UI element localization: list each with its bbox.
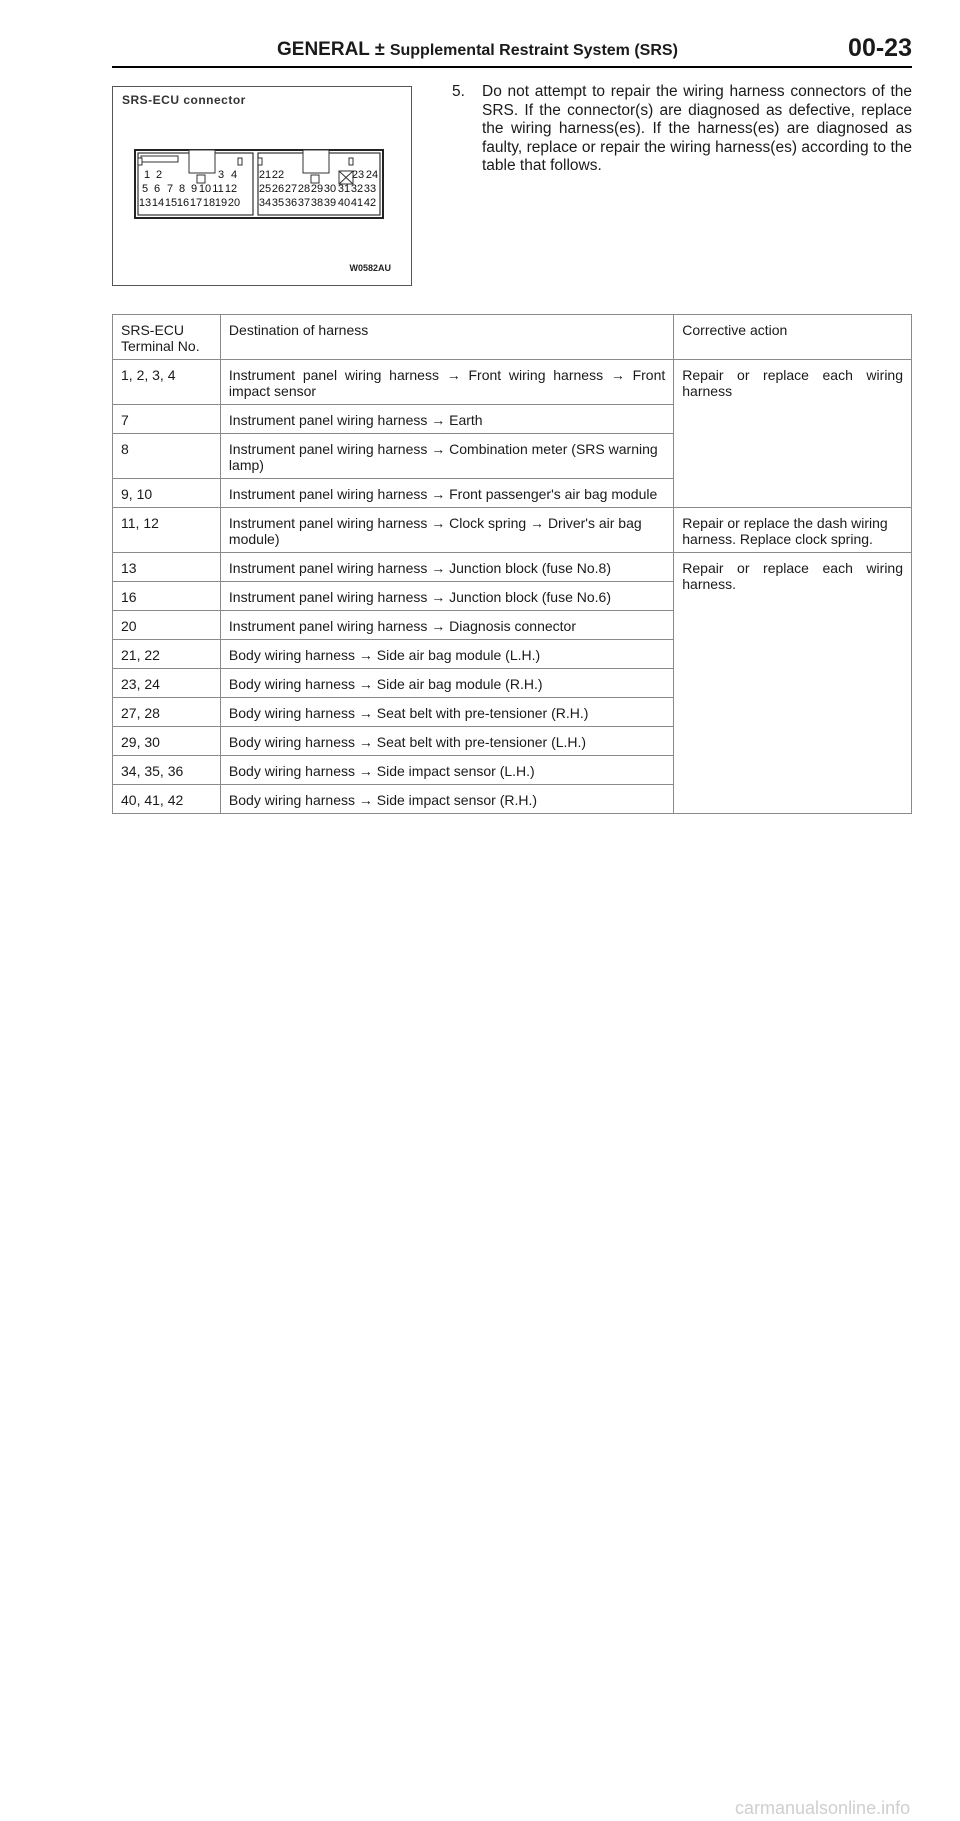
terminal-cell: 13 <box>113 553 221 582</box>
instruction-number: 5. <box>452 83 465 100</box>
pin-label-24: 24 <box>365 169 379 181</box>
pin-label-33: 33 <box>363 183 377 195</box>
destination-cell: Body wiring harness → Side impact sensor (R.H.) <box>220 785 673 814</box>
terminal-cell: 20 <box>113 611 221 640</box>
header-action: Corrective action <box>674 315 912 360</box>
destination-cell: Instrument panel wiring harness → Combination meter (SRS warning lamp) <box>220 434 673 479</box>
instruction-text: Do not attempt to repair the wiring harness connectors of the SRS. If the connector(s) are diagnosed as defective, replace the wiring harness(es). If the harness(es) are diagnosed as faulty, replace or repair the wiring harness(es) according to the table that follows. <box>482 83 912 174</box>
instruction-paragraph <box>452 83 912 176</box>
pin-label-11: 11 <box>212 183 224 195</box>
pin-label-4: 4 <box>230 169 238 181</box>
pin-label-3: 3 <box>217 169 225 181</box>
pin-label-10: 10 <box>198 183 212 195</box>
pin-label-29: 29 <box>310 183 324 195</box>
header-terminal: SRS-ECU Terminal No. <box>113 315 221 360</box>
terminal-cell: 23, 24 <box>113 669 221 698</box>
pin-label-28: 28 <box>297 183 311 195</box>
action-cell: Repair or replace the dash wiring harness. Replace clock spring. <box>674 508 912 553</box>
pin-label-2: 2 <box>155 169 163 181</box>
page-header <box>112 32 912 68</box>
pin-label-35: 35 <box>271 197 285 209</box>
terminal-cell: 7 <box>113 405 221 434</box>
pin-label-30: 30 <box>323 183 337 195</box>
destination-cell: Instrument panel wiring harness → Earth <box>220 405 673 434</box>
header-destination: Destination of harness <box>220 315 673 360</box>
terminal-cell: 9, 10 <box>113 479 221 508</box>
pin-label-19: 19 <box>214 197 228 209</box>
destination-cell: Body wiring harness → Side impact sensor (L.H.) <box>220 756 673 785</box>
pin-label-18: 18 <box>202 197 216 209</box>
destination-cell: Body wiring harness → Seat belt with pre-tensioner (R.H.) <box>220 698 673 727</box>
pin-label-1: 1 <box>143 169 151 181</box>
pin-label-40: 40 <box>337 197 351 209</box>
table-row <box>113 360 912 405</box>
destination-cell: Instrument panel wiring harness → Diagnosis connector <box>220 611 673 640</box>
terminal-cell: 40, 41, 42 <box>113 785 221 814</box>
terminal-cell: 11, 12 <box>113 508 221 553</box>
pin-label-7: 7 <box>166 183 174 195</box>
watermark: carmanualsonline.info <box>735 1798 911 1818</box>
destination-cell: Body wiring harness → Side air bag module (L.H.) <box>220 640 673 669</box>
pin-label-6: 6 <box>153 183 161 195</box>
pin-label-25: 25 <box>258 183 272 195</box>
header-section: GENERAL <box>277 39 370 60</box>
figure-code: W0582AU <box>349 263 391 273</box>
pin-label-26: 26 <box>271 183 285 195</box>
pin-label-37: 37 <box>297 197 311 209</box>
pin-label-9: 9 <box>190 183 198 195</box>
connector-diagram <box>113 87 413 287</box>
pin-label-41: 41 <box>350 197 364 209</box>
terminal-cell: 21, 22 <box>113 640 221 669</box>
header-subtitle: Supplemental Restraint System (SRS) <box>389 42 678 59</box>
destination-cell: Instrument panel wiring harness → Front wiring harness → Front impact sensor <box>220 360 673 405</box>
action-cell: Repair or replace each wiring harness <box>674 360 912 508</box>
pin-label-20: 20 <box>227 197 241 209</box>
pin-label-38: 38 <box>310 197 324 209</box>
terminal-cell: 16 <box>113 582 221 611</box>
pin-label-23: 23 <box>351 169 365 181</box>
destination-cell: Instrument panel wiring harness → Clock spring → Driver's air bag module) <box>220 508 673 553</box>
destination-cell: Body wiring harness → Seat belt with pre-tensioner (L.H.) <box>220 727 673 756</box>
destination-cell: Instrument panel wiring harness → Junction block (fuse No.8) <box>220 553 673 582</box>
pin-label-5: 5 <box>141 183 149 195</box>
table-row <box>113 553 912 582</box>
pin-label-17: 17 <box>189 197 203 209</box>
pin-label-13: 13 <box>138 197 152 209</box>
pin-label-32: 32 <box>350 183 364 195</box>
connector-figure <box>112 86 412 286</box>
pin-label-8: 8 <box>178 183 186 195</box>
terminal-cell: 1, 2, 3, 4 <box>113 360 221 405</box>
harness-table <box>112 314 912 814</box>
pin-label-42: 42 <box>363 197 377 209</box>
destination-cell: Body wiring harness → Side air bag module (R.H.) <box>220 669 673 698</box>
pin-label-16: 16 <box>176 197 190 209</box>
pin-label-36: 36 <box>284 197 298 209</box>
page-number: 00-23 <box>848 34 912 62</box>
table-row <box>113 508 912 553</box>
pin-label-21: 21 <box>258 169 272 181</box>
terminal-cell: 34, 35, 36 <box>113 756 221 785</box>
pin-label-14: 14 <box>151 197 165 209</box>
pin-label-22: 22 <box>271 169 285 181</box>
table-header-row <box>113 315 912 360</box>
pin-label-39: 39 <box>323 197 337 209</box>
destination-cell: Instrument panel wiring harness → Front passenger's air bag module <box>220 479 673 508</box>
terminal-cell: 27, 28 <box>113 698 221 727</box>
action-cell: Repair or replace each wiring harness. <box>674 553 912 814</box>
destination-cell: Instrument panel wiring harness → Junction block (fuse No.6) <box>220 582 673 611</box>
header-separator: ± <box>374 39 385 59</box>
terminal-cell: 29, 30 <box>113 727 221 756</box>
figure-title: SRS-ECU connector <box>122 93 246 107</box>
pin-label-12: 12 <box>224 183 238 195</box>
pin-label-34: 34 <box>258 197 272 209</box>
pin-label-31: 31 <box>337 183 351 195</box>
terminal-cell: 8 <box>113 434 221 479</box>
pin-label-15: 15 <box>164 197 178 209</box>
header-title <box>277 39 678 61</box>
pin-label-27: 27 <box>284 183 298 195</box>
